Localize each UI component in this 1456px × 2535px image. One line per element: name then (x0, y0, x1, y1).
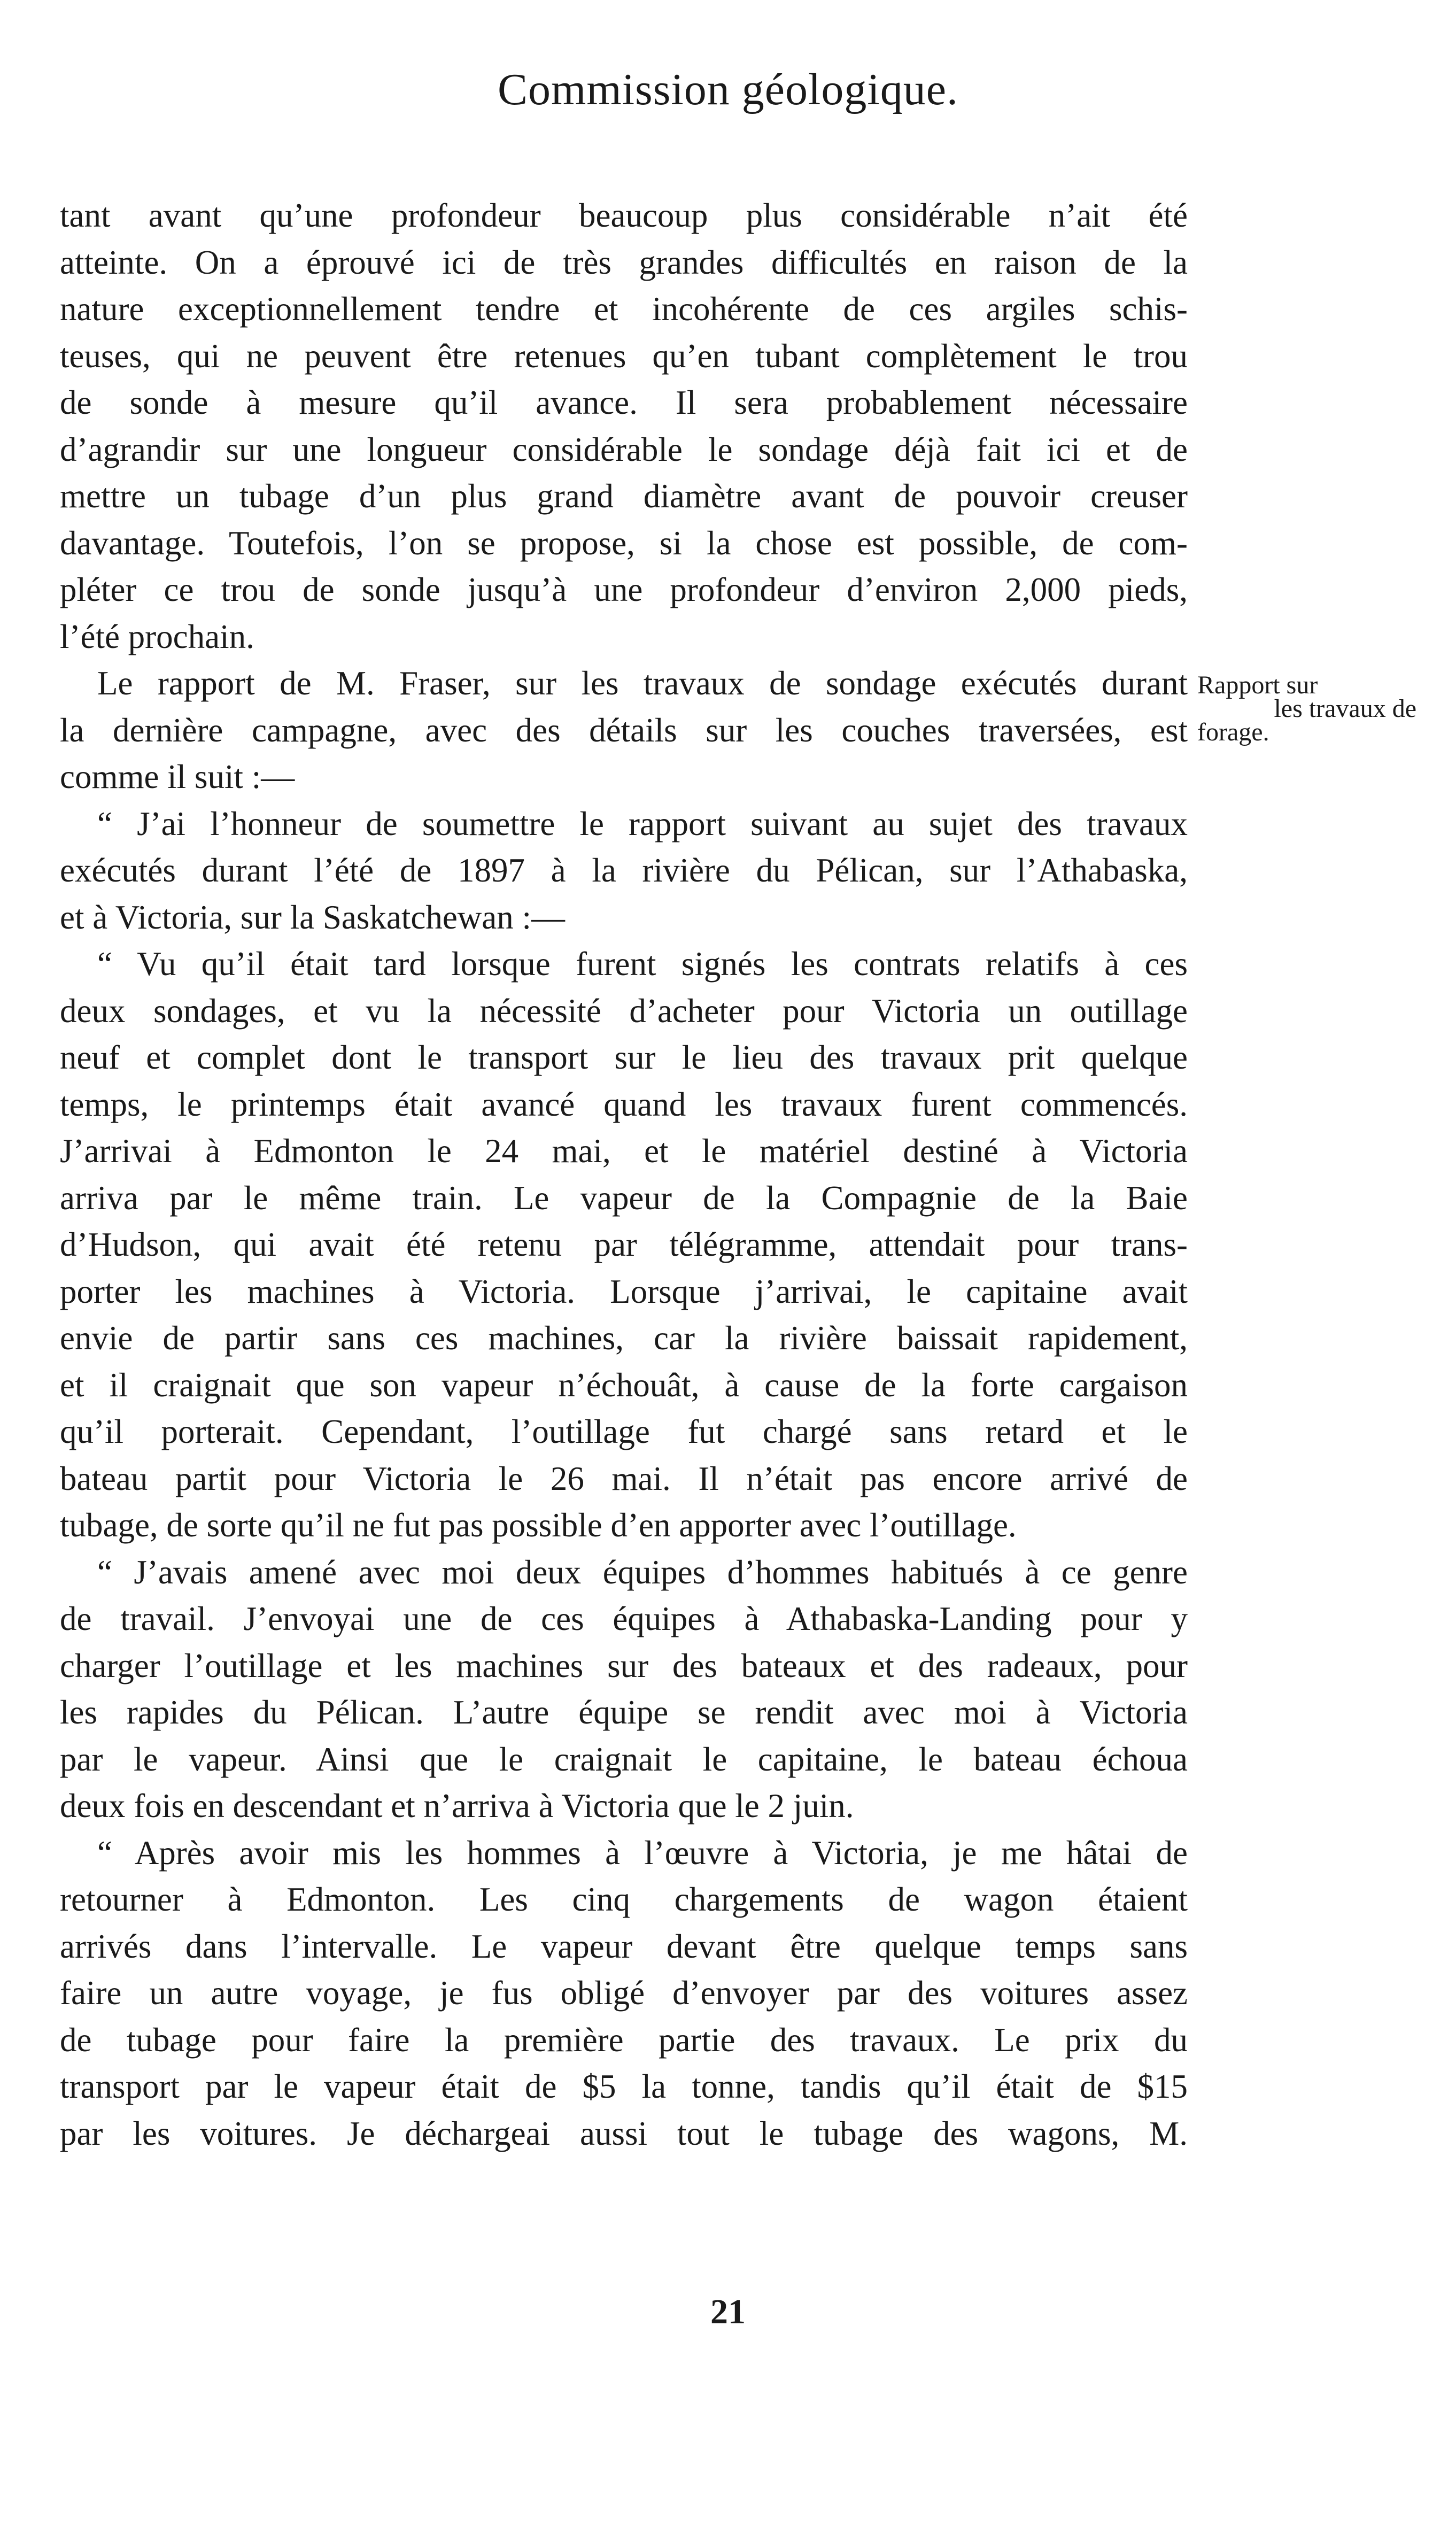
paragraph (60, 1549, 1188, 1830)
text-line: de travail. J’envoyai une de ces équipes à Athabaska-Landing pour y (60, 1600, 1188, 1637)
text-line: Le rapport de M. Fraser, sur les travaux de sondage exécutés durant (97, 664, 1188, 702)
margin-note-line: forage. (1197, 718, 1269, 746)
text-line: l’été prochain. (60, 617, 254, 655)
text-line: faire un autre voyage, je fus obligé d’envoyer par des voitures assez (60, 1974, 1188, 2012)
text-line: par les voitures. Je déchargeai aussi tout le tubage des wagons, M. (60, 2114, 1188, 2152)
text-line: transport par le vapeur était de $5 la tonne, tandis qu’il était de $15 (60, 2068, 1188, 2105)
text-line: neuf et complet dont le transport sur le lieu des travaux prit quelque (60, 1039, 1188, 1076)
text-line: atteinte. On a éprouvé ici de très grandes difficultés en raison de la (60, 243, 1188, 281)
text-line: la dernière campagne, avec des détails sur les couches traversées, est (60, 711, 1188, 749)
paragraph (60, 192, 1188, 660)
text-line: “ Après avoir mis les hommes à l’œuvre à Victoria, je me hâtai de (97, 1834, 1188, 1872)
paragraph (60, 941, 1188, 1549)
text-line: charger l’outillage et les machines sur des bateaux et des radeaux, pour (60, 1647, 1188, 1684)
text-line: temps, le printemps était avancé quand les travaux furent commencés. (60, 1085, 1188, 1123)
text-line: porter les machines à Victoria. Lorsque j’arrivai, le capitaine avait (60, 1272, 1188, 1310)
running-head-title: Commission géologique. (498, 65, 958, 114)
margin-note-line: Rapport sur (1197, 671, 1318, 699)
text-line: tant avant qu’une profondeur beaucoup plus considérable n’ait été (60, 197, 1188, 234)
text-line: d’Hudson, qui avait été retenu par télégramme, attendait pour trans- (60, 1226, 1188, 1263)
text-line: de tubage pour faire la première partie des travaux. Le prix du (60, 2021, 1188, 2059)
text-line: nature exceptionnellement tendre et incohérente de ces argiles schis- (60, 290, 1188, 328)
text-line: et il craignait que son vapeur n’échouât, à cause de la forte cargaison (60, 1366, 1188, 1404)
text-line: teuses, qui ne peuvent être retenues qu’en tubant complètement le trou (60, 337, 1188, 375)
paragraph (60, 801, 1188, 941)
text-line: J’arrivai à Edmonton le 24 mai, et le matériel destiné à Victoria (60, 1132, 1188, 1170)
text-line: “ J’ai l’honneur de soumettre le rapport suivant au sujet des travaux (97, 805, 1188, 843)
text-line: par le vapeur. Ainsi que le craignait le capitaine, le bateau échoua (60, 1740, 1188, 1778)
text-line: comme il suit :— (60, 758, 295, 795)
text-line: arrivés dans l’intervalle. Le vapeur devant être quelque temps sans (60, 1927, 1188, 1965)
text-line: davantage. Toutefois, l’on se propose, si la chose est possible, de com- (60, 524, 1188, 562)
paragraph (60, 1830, 1188, 2158)
page-number: 21 (710, 2292, 746, 2331)
text-line: de sonde à mesure qu’il avance. Il sera probablement nécessaire (60, 384, 1188, 421)
body-text (60, 192, 1188, 2157)
text-line: qu’il porterait. Cependant, l’outillage fut chargé sans retard et le (60, 1413, 1188, 1450)
text-line: pléter ce trou de sonde jusqu’à une profondeur d’environ 2,000 pieds, (60, 571, 1188, 608)
text-line: arriva par le même train. Le vapeur de la Compagnie de la Baie (60, 1179, 1188, 1217)
text-line: et à Victoria, sur la Saskatchewan :— (60, 898, 565, 936)
text-line: envie de partir sans ces machines, car la rivière baissait rapidement, (60, 1319, 1188, 1357)
margin-note-line: les travaux de (1274, 694, 1416, 723)
text-line: mettre un tubage d’un plus grand diamètre avant de pouvoir creuser (60, 477, 1188, 515)
text-line: “ J’avais amené avec moi deux équipes d’hommes habitués à ce genre (97, 1553, 1188, 1591)
text-line: d’agrandir sur une longueur considérable le sondage déjà fait ici et de (60, 430, 1188, 468)
text-line: “ Vu qu’il était tard lorsque furent signés les contrats relatifs à ces (97, 945, 1188, 983)
text-line: deux sondages, et vu la nécessité d’acheter pour Victoria un outillage (60, 992, 1188, 1030)
text-line: retourner à Edmonton. Les cinq chargements de wagon étaient (60, 1881, 1188, 1918)
text-line: exécutés durant l’été de 1897 à la rivière du Pélican, sur l’Athabaska, (60, 852, 1188, 889)
paragraph (60, 660, 1188, 801)
text-line: deux fois en descendant et n’arriva à Victoria que le 2 juin. (60, 1787, 854, 1825)
margin-note (1197, 671, 1422, 746)
text-line: les rapides du Pélican. L’autre équipe se rendit avec moi à Victoria (60, 1694, 1188, 1731)
text-line: bateau partit pour Victoria le 26 mai. Il n’était pas encore arrivé de (60, 1459, 1188, 1497)
text-line: tubage, de sorte qu’il ne fut pas possible d’en apporter avec l’outillage. (60, 1506, 1017, 1544)
